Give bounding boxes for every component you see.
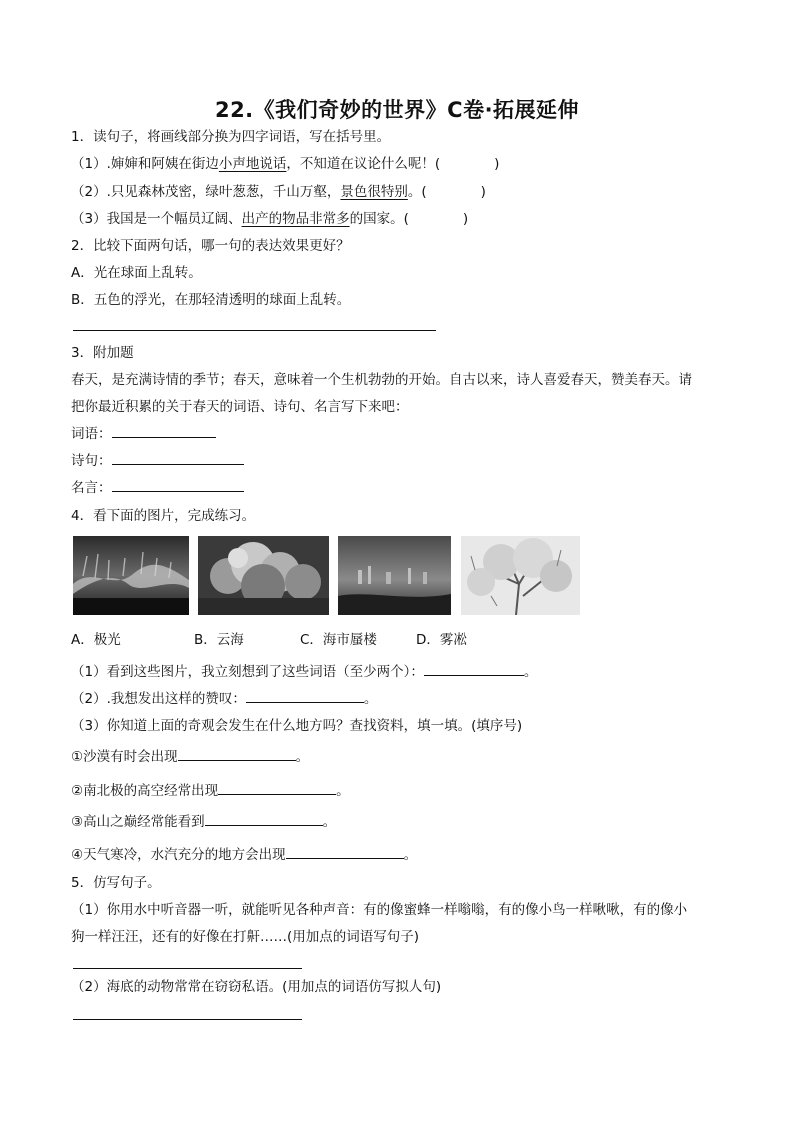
aurora-photo [73, 536, 189, 615]
q5-answer-line-1[interactable] [73, 968, 302, 969]
q4-fill-3 [71, 813, 336, 831]
q4-fill-2 [71, 782, 350, 800]
q4-s1-blank[interactable] [424, 663, 524, 676]
q4-f2-blank[interactable] [218, 782, 336, 795]
q1-sentence-3 [71, 210, 468, 228]
q3-paragraph-1: 春天，是充满诗情的季节；春天，意味着一个生机勃勃的开始。自古以来，诗人喜爱春天，赞美春天。请 [71, 372, 692, 388]
q4-f4-period: 。 [403, 847, 418, 863]
q3-ciyu-row [71, 425, 216, 443]
q4-s1-text: （1）看到这些图片，我立刻想到了这些词语（至少两个）： [71, 664, 424, 680]
q3-shiju-row [71, 452, 244, 470]
q1-s2-text: （2）.只见森林茂密，绿叶葱葱，千山万壑， [71, 184, 341, 200]
q3-paragraph-2: 把你最近积累的关于春天的词语、诗句、名言写下来吧： [71, 399, 409, 415]
q4-sub-3: （3）你知道上面的奇观会发生在什么地方吗？查找资料，填一填。(填序号) [71, 718, 523, 734]
q4-f3-text: ③高山之巅经常能看到 [71, 814, 205, 830]
q4-options [71, 628, 551, 646]
q1-sentence-1 [71, 155, 499, 173]
cloud-sea-photo [198, 536, 329, 615]
q4-sub-1 [71, 663, 537, 681]
q4-f1-period: 。 [295, 749, 310, 765]
q5-answer-line-2[interactable] [73, 1019, 302, 1020]
q4-f3-blank[interactable] [205, 813, 323, 826]
q4-f2-text: ②南北极的高空经常出现 [71, 783, 219, 799]
q5-sub-2: （2）海底的动物常常在窃窃私语。(用加点的词语仿写拟人句) [71, 979, 442, 995]
q1-stem: 1．读句子，将画线部分换为四字词语，写在括号里。 [71, 129, 391, 145]
q4-f4-text: ④天气寒冷，水汽充分的地方会出现 [71, 847, 286, 863]
q3-stem: 3．附加题 [71, 345, 134, 361]
q4-f4-blank[interactable] [286, 846, 404, 859]
q1-s3-underlined: 出产的物品非常多 [241, 211, 350, 227]
q1-s3-tail[interactable]: 的国家。( ) [349, 211, 469, 227]
q1-s1-underlined: 小声地说话 [218, 156, 287, 172]
q2-option-b: B．五色的浮光，在那轻清透明的球面上乱转。 [71, 292, 351, 308]
q1-s2-underlined: 景色很特别 [340, 184, 408, 200]
q3-mingyan-blank[interactable] [112, 479, 244, 492]
q4-fill-1 [71, 748, 309, 766]
q1-s1-tail[interactable]: ，不知道在议论什么呢！( ) [286, 156, 500, 172]
page-title: 22.《我们奇妙的世界》C卷·拓展延伸 [214, 98, 580, 122]
q4-fill-4 [71, 846, 417, 864]
q4-f2-period: 。 [336, 783, 350, 799]
mirage-photo [338, 536, 451, 615]
q4-s2-period: 。 [363, 691, 378, 707]
q5-sub-1-line-2: 狗一样汪汪，还有的好像在打鼾……(用加点的词语写句子) [71, 929, 420, 945]
q4-f1-text: ①沙漠有时会出现 [71, 749, 178, 765]
q2-answer-line[interactable] [73, 330, 436, 331]
q4-image-strip [73, 536, 583, 615]
q4-option-c: C．海市蜃楼 [300, 632, 377, 648]
q1-s2-tail[interactable]: 。( ) [407, 184, 486, 200]
q4-option-b: B．云海 [194, 632, 244, 648]
q1-sentence-2 [71, 183, 486, 201]
q4-sub-2 [71, 690, 377, 708]
q3-mingyan-row [71, 479, 244, 497]
q3-shiju-label: 诗句： [71, 453, 112, 469]
q5-sub-1-line-1: （1）你用水中听音器一听，就能听见各种声音：有的像蜜蜂一样嗡嗡，有的像小鸟一样啾啾，有的像小 [71, 902, 688, 918]
rime-photo [461, 536, 580, 615]
q1-s3-text: （3）我国是一个幅员辽阔、 [71, 211, 242, 227]
q4-option-a: A．极光 [71, 632, 121, 648]
q2-option-a: A．光在球面上乱转。 [71, 265, 202, 281]
q4-f3-period: 。 [322, 814, 337, 830]
q4-s2-text: （2）.我想发出这样的赞叹： [71, 691, 246, 707]
q3-ciyu-blank[interactable] [112, 425, 216, 438]
q3-ciyu-label: 词语： [71, 426, 112, 442]
q4-s2-blank[interactable] [246, 690, 364, 703]
q5-stem: 5．仿写句子。 [71, 875, 161, 891]
q4-s1-period: 。 [523, 664, 538, 680]
q2-stem: 2．比较下面两句话，哪一句的表达效果更好？ [71, 238, 350, 254]
q4-option-d: D．雾凇 [416, 632, 467, 648]
q4-f1-blank[interactable] [178, 748, 296, 761]
q4-stem: 4．看下面的图片，完成练习。 [71, 508, 256, 524]
q3-shiju-blank[interactable] [112, 452, 244, 465]
q3-mingyan-label: 名言： [71, 480, 112, 496]
q1-s1-text: （1）.婶婶和阿姨在街边 [71, 156, 219, 172]
